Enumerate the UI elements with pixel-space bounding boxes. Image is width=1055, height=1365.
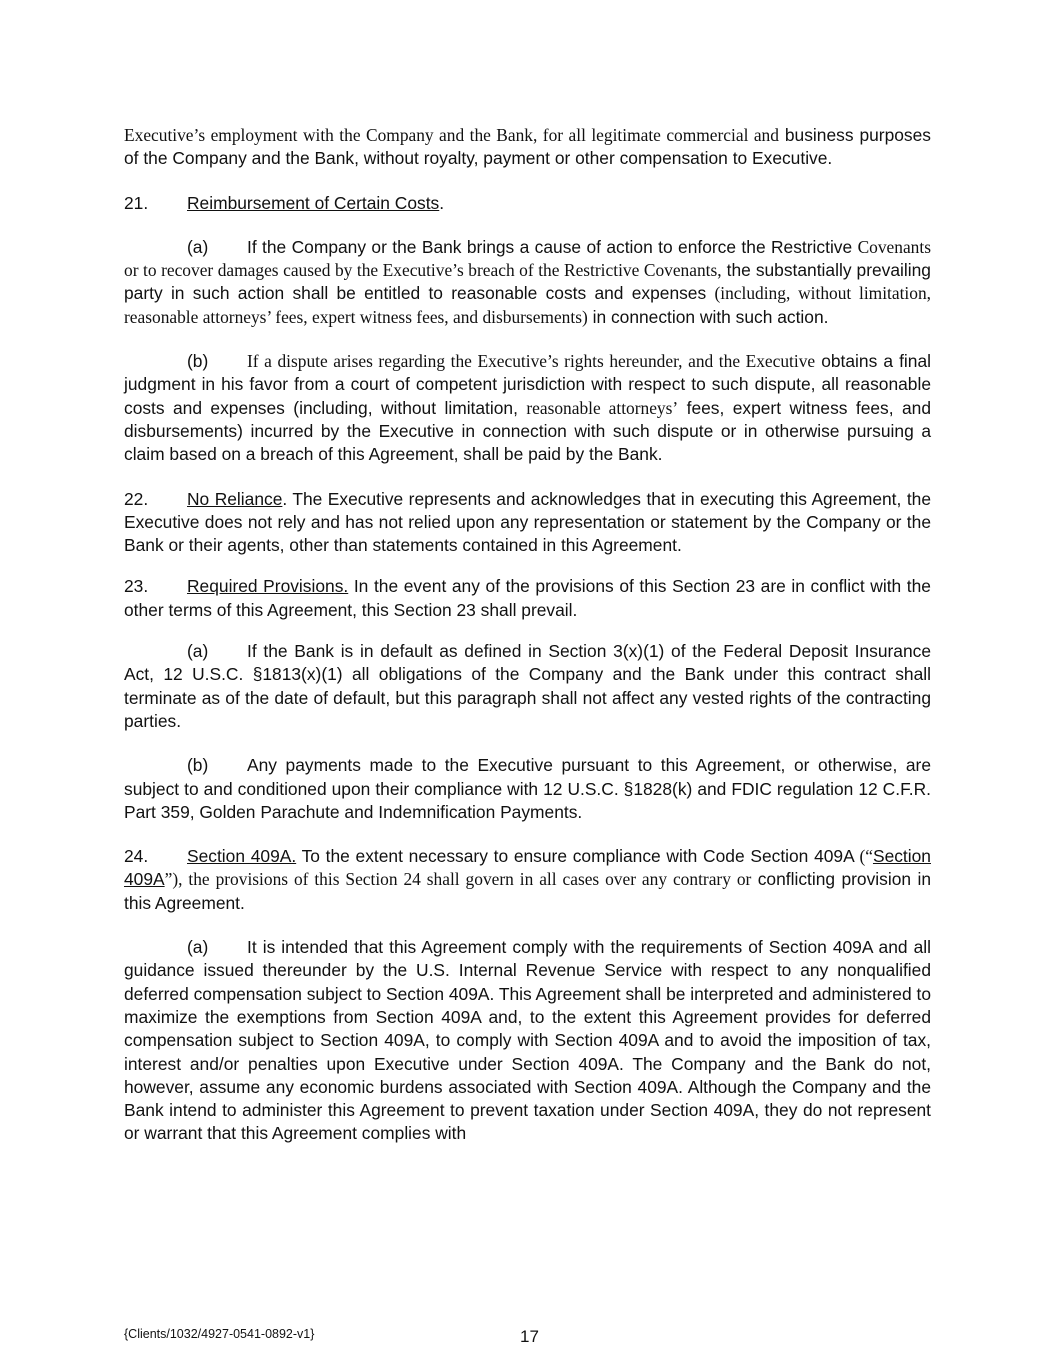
continuation-serif-text: Executive’s employment with the Company and the Bank, for all legitimate commercial and bbox=[124, 125, 779, 145]
section-21a-text-1: If the Company or the Bank brings a cause of action to enforce the Restrictive bbox=[247, 236, 853, 257]
section-23a-paragraph bbox=[124, 640, 931, 733]
section-21b-label: (b) bbox=[187, 351, 209, 372]
section-24-title: Section 409A. bbox=[187, 846, 297, 867]
section-21-title-end: . bbox=[439, 192, 445, 213]
section-24-text-1: To the extent necessary to ensure compliance with Code Section 409A bbox=[296, 846, 854, 867]
section-23b-paragraph bbox=[124, 754, 931, 824]
section-23b-label: (b) bbox=[187, 755, 209, 776]
section-21a-label: (a) bbox=[187, 236, 209, 257]
continuation-text: business purposes of the Company and the Bank, without royalty, payment or other compensation to Executive. bbox=[124, 125, 931, 169]
section-24-defined-term: Section 409A bbox=[124, 846, 931, 890]
section-21a-text-5: in connection with such action. bbox=[592, 306, 829, 327]
section-21a-paragraph bbox=[124, 236, 931, 329]
section-23-paragraph bbox=[124, 575, 931, 622]
section-21a-text-2: Covenants or to recover damages caused by the Executive’s breach of the Restrictive Covenants, bbox=[124, 236, 931, 281]
section-24a-paragraph bbox=[124, 936, 931, 1146]
section-21b-paragraph bbox=[124, 350, 931, 466]
section-23a-label: (a) bbox=[187, 641, 209, 662]
section-24-text-2: ”), the provisions of this Section 24 shall govern in all cases over any contrary or bbox=[164, 869, 752, 890]
section-23-number: 23. bbox=[124, 576, 149, 597]
section-23a-text: If the Bank is in default as defined in Section 3(x)(1) of the Federal Deposit Insurance Act, 12 U.S.C. §1813(x)(1) all obligations of the Company and the Bank under this contract shall terminate as of the date of default, but this paragraph shall not affect any vested rights of the contracting parties. bbox=[124, 641, 931, 731]
section-23-text: In the event any of the provisions of this Section 23 are in conflict with the other terms of this Agreement, this Section 23 shall prevail. bbox=[124, 576, 931, 620]
section-24-quote-open: (“ bbox=[859, 846, 873, 867]
section-24a-label: (a) bbox=[187, 937, 209, 958]
document-page bbox=[124, 124, 931, 1146]
footer-document-id: {Clients/1032/4927-0541-0892-v1} bbox=[124, 1327, 315, 1341]
section-23b-text: Any payments made to the Executive pursuant to this Agreement, or otherwise, are subject to and conditioned upon their compliance with 12 U.S.C. §1828(k) and FDIC regulation 12 C.F.R. Part 359, Golden Parachute and Indemnification Payments. bbox=[124, 755, 931, 822]
section-21-title: Reimbursement of Certain Costs bbox=[187, 192, 440, 213]
section-21a-text-3: the substantially prevailing party in such action shall be entitled to reasonable costs and expenses bbox=[124, 260, 931, 304]
continuation-paragraph bbox=[124, 124, 931, 171]
section-21b-text-1: If a dispute arises regarding the Executive’s rights hereunder, and the Executive bbox=[247, 351, 816, 372]
section-22-number: 22. bbox=[124, 488, 149, 509]
section-24-number: 24. bbox=[124, 846, 149, 867]
footer-page-number: 17 bbox=[520, 1327, 539, 1346]
section-24a-text: It is intended that this Agreement comply with the requirements of Section 409A and all guidance issued thereunder by the U.S. Internal Revenue Service with respect to any nonqualified deferred compensation subject to Section 409A. This Agreement shall be interpreted and administered to maximize the exemptions from Section 409A and, to the extent this Agreement provides for deferred compensation subject to Section 409A, to comply with Section 409A and to avoid the imposition of tax, interest and/or penalties upon Executive under Section 409A. The Company and the Bank do not, however, assume any economic burdens associated with Section 409A. Although the Company and the Bank intend to administer this Agreement to prevent taxation under Section 409A, they do not represent or warrant that this Agreement complies with bbox=[124, 937, 931, 1144]
section-23-title: Required Provisions. bbox=[187, 576, 349, 597]
section-21b-text-4: fees, expert witness fees, and disbursements) incurred by the Executive in connection with such dispute or in otherwise pursuing a claim based on a breach of this Agreement, shall be paid by the Bank. bbox=[124, 397, 931, 465]
section-22-paragraph bbox=[124, 488, 931, 558]
section-21-heading bbox=[124, 192, 931, 215]
section-21b-text-3: reasonable attorneys’ bbox=[526, 397, 679, 418]
section-21-number: 21. bbox=[124, 192, 149, 213]
section-22-title: No Reliance bbox=[187, 488, 283, 509]
section-22-text: . The Executive represents and acknowledges that in executing this Agreement, the Executive does not rely and has not relied upon any representation or statement by the Company or the Bank or their agents, other than statements contained in this Agreement. bbox=[124, 488, 931, 556]
section-21b-text-2: obtains a final judgment in his favor from a court of competent jurisdiction with respect to such dispute, all reasonable costs and expenses (including, without limitation, bbox=[124, 351, 931, 418]
section-21a-text-4: (including, without limitation, reasonable attorneys’ fees, expert witness fees, and disbursements) bbox=[124, 283, 931, 327]
section-24-text-3: conflicting provision in this Agreement. bbox=[124, 869, 931, 913]
section-24-paragraph bbox=[124, 845, 931, 915]
